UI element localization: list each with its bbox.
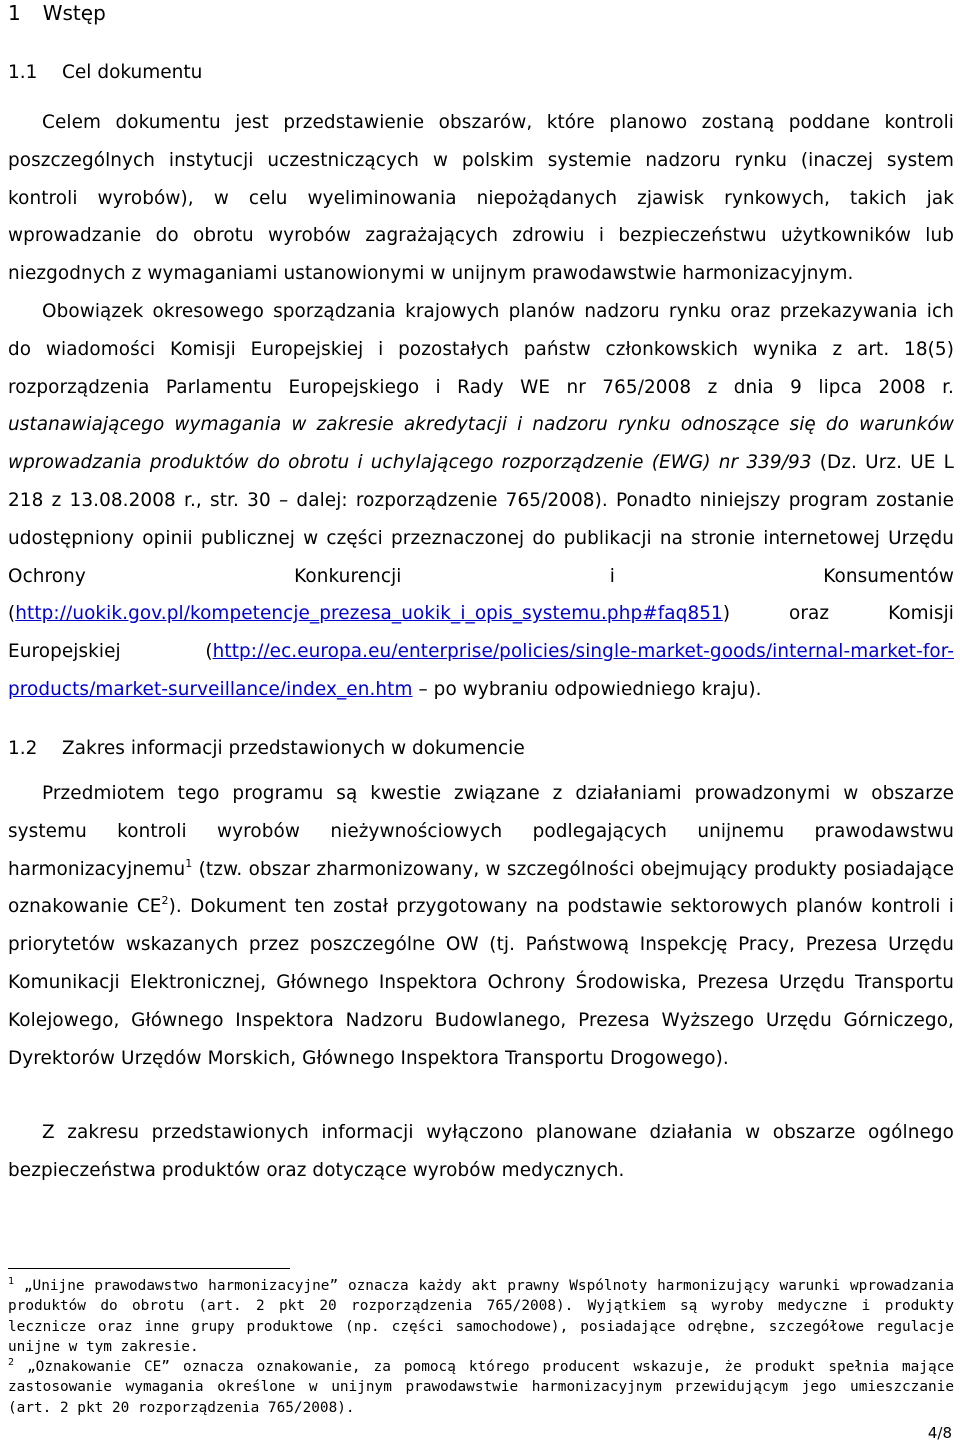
paragraph-purpose: Celem dokumentu jest przedstawienie obszarów, które planowo zostaną poddane kontroli poszczególnych instytucji uczestniczących w polskim systemie nadzoru rynku (inaczej system kontroli wyrobów), w celu wyeliminowania niepożądanych zjawisk rynkowych, takich jak wprowadzanie do obrotu wyrobów zagrażających zdrowiu i bezpieczeństwu użytkowników lub niezgodnych z wymaganiami ustanowionymi w unijnym prawodawstwie harmonizacyjnym. [8, 112, 954, 285]
footnote-ref-1[interactable]: 1 [185, 856, 193, 870]
heading-1-1 [8, 60, 202, 86]
paragraph-scope: Przedmiotem tego programu są kwestie związane z działaniami prowadzonymi w obszarze systemu kontroli wyrobów nieżywnościowych podlegających unijnemu prawodawstwu harmonizacyjnemu$^1$ (tzw. obszar zharmonizowany, w szczególności obejmujący produkty posiadające oznakowanie $CE^2$). Dokument ten został przygotowany na podstawie sektorowych planów kontroli i priorytetów wskazanych przez poszczególne OW (tj. Państwową Inspekcję Pracy, Prezesa Urzędu Komunikacji Elektronicznej, Głównego Inspektora Ochrony Środowiska, Prezesa Urzędu Transportu Kolejowego, Głównego Inspektora Nadzoru Budowlanego, Prezesa Wyższego Urzędu Górniczego, Dyrektorów Urzędów Morskich, Głównego Inspektora Transportu Drogowego). [8, 783, 954, 1069]
heading-1-1-title: Cel dokumentu [62, 62, 203, 83]
footnote-2-mark: 2 [8, 1357, 15, 1368]
heading-1-2 [8, 736, 525, 762]
heading-1-2-title: Zakres informacji przedstawionych w dokumencie [62, 738, 525, 759]
page-number: 4/8 [927, 1424, 952, 1442]
heading-1-number: 1 [8, 1, 21, 25]
footnote-1-mark: 1 [8, 1276, 15, 1287]
paragraph-obligation: Obowiązek okresowego sporządzania krajowych planów nadzoru rynku oraz przekazywania ich do wiadomości Komisji Europejskiej i pozostałych państw członkowskich wynika z art. 18(5) rozporządzenia Parlamentu Europejskiego i Rady WE nr 765/2008 z dnia 9 lipca 2008 r. ustanawiającego wymagania w zakresie akredytacji i nadzoru rynku odnoszące się do warunków wprowadzania produktów do obrotu i uchylającego rozporządzenie (EWG) nr 339/93 (Dz. Urz. UE L 218 z 13.08.2008 r., str. 30 – dalej: rozporządzenie 765/2008). Ponadto niniejszy program zostanie udostępniony opinii publicznej w części przeznaczonej do publikacji na stronie internetowej Urzędu Ochrony Konkurencji i Konsumentów (http://uokik.gov.pl/kompetencje_prezesa_uokik_i_opis_systemu.php#faq851) oraz Komisji Europejskiej (http://ec.europa.eu/enterprise/policies/single-market-goods/internal-market-for-products/market-surveillance/index_en.htm – po wybraniu odpowiedniego kraju). [8, 301, 954, 700]
heading-1-1-number: 1.1 [8, 62, 38, 83]
footnote-1: $^1$ „Unijne prawodawstwo harmonizacyjne” oznacza każdy akt prawny Wspólnoty harmonizujący warunki wprowadzania produktów do obrotu (art. 2 pkt 20 rozporządzenia 765/2008). Wyjątkiem są wyroby medyczne i produkty lecznicze oraz inne grupy produktowe (np. części samochodowe), posiadające odrębne, szczegółowe regulacje unijne w tym zakresie. [8, 1276, 954, 1356]
heading-1-title: Wstęp [42, 1, 106, 25]
footnote-separator [8, 1268, 290, 1269]
paragraph-exclusions: Z zakresu przedstawionych informacji wyłączono planowane działania w obszarze ogólnego bezpieczeństwa produktów oraz dotyczące wyrobów medycznych. [8, 1122, 954, 1181]
ec-europa-link[interactable]: http://ec.europa.eu/enterprise/policies/single-market-goods/internal-market-for-products/market-surveillance/index_en.htm [8, 641, 954, 700]
regulation-title: ustanawiającego wymagania w zakresie akredytacji i nadzoru rynku odnoszące się do warunków wprowadzania produktów do obrotu i uchylającego rozporządzenie (EWG) nr 339/93 [8, 414, 954, 474]
footnote-ref-2[interactable]: 2 [161, 894, 169, 908]
heading-1 [8, 0, 106, 26]
uokik-link[interactable]: http://uokik.gov.pl/kompetencje_prezesa_uokik_i_opis_systemu.php#faq851 [15, 603, 723, 625]
footnote-2: $^2$ „Oznakowanie CE” oznacza oznakowanie, za pomocą którego producent wskazuje, że produkt spełnia mające zastosowanie wymagania określone w unijnym prawodawstwie harmonizacyjnym przewidującym jego umieszczanie (art. 2 pkt 20 rozporządzenia 765/2008). [8, 1357, 954, 1416]
heading-1-2-number: 1.2 [8, 738, 38, 759]
